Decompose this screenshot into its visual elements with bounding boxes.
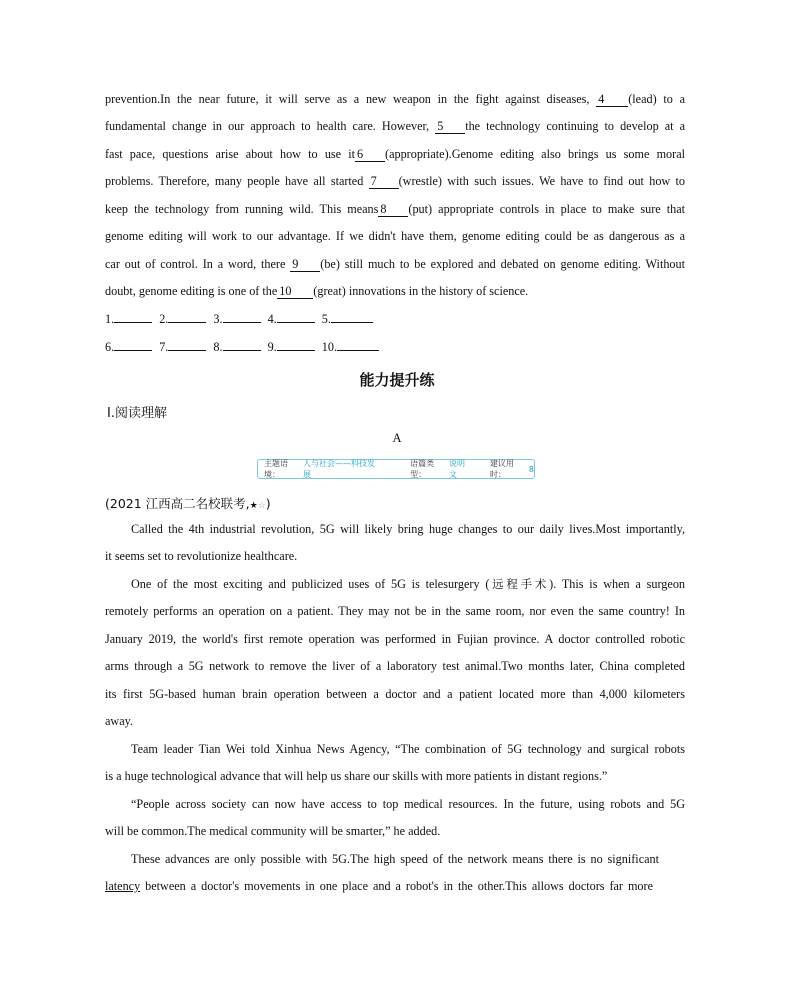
answer-blank[interactable] (114, 311, 152, 323)
star-icon: ★ (249, 501, 258, 511)
passage-line: it seems set to revolutionize healthcare. (105, 549, 298, 563)
star-outline-icon: ☆ (257, 501, 266, 511)
subsection-title: Ⅰ.阅读理解 (107, 406, 167, 421)
cloze-blank[interactable]: 10 (277, 285, 313, 299)
answer-blank[interactable] (114, 339, 152, 351)
cloze-blank[interactable]: 6 (355, 148, 385, 162)
passage-line: Team leader Tian Wei told Xinhua News Agency, “The combination of 5G technology and surgical robots (131, 742, 685, 756)
answer-blank[interactable] (277, 339, 315, 351)
passage-info-bar: 主题语境： 人与社会——科技发展 语篇类型： 说明文 建议用时： 8 (257, 459, 535, 479)
passage-line: One of the most exciting and publicized uses of 5G is telesurgery (远程手术). This is when a surgeon (131, 577, 686, 591)
question-source: (2021 江西高二名校联考,★☆) (105, 496, 271, 511)
section-title: 能力提升练 (359, 371, 435, 389)
passage-line: latency between a doctor's movements in one place and a robot's in the other.This allows doctors far more (105, 879, 653, 893)
answer-row: 6. 7. 8. 9. 10. (105, 339, 383, 355)
passage-line: January 2019, the world's first remote operation was performed in Fujian province. A doctor controlled robotic (105, 632, 685, 646)
cloze-line: problems. Therefore, many people have all started 7 (wrestle) with such issues. We have to find out how to (105, 174, 685, 188)
cloze-line: fast pace, questions arise about how to use it 6 (appropriate).Genome editing also brings us some moral (105, 147, 685, 161)
passage-line: “People across society can now have access to top medical resources. In the future, using robots and 5G (131, 797, 685, 811)
cloze-blank[interactable]: 4 (596, 93, 628, 107)
answer-blank[interactable] (331, 311, 373, 323)
cloze-blank[interactable]: 7 (369, 175, 399, 189)
passage-letter: A (392, 431, 402, 445)
passage-line: away. (105, 714, 133, 728)
passage-line: Called the 4th industrial revolution, 5G will likely bring huge changes to our daily lives.Most importantly, (131, 522, 685, 536)
cloze-blank[interactable]: 9 (290, 258, 320, 272)
cloze-line: doubt, genome editing is one of the 10 (great) innovations in the history of science. (105, 284, 529, 298)
passage-line: is a huge technological advance that will help us share our skills with more patients in distant regions.” (105, 769, 608, 783)
passage-line: arms through a 5G network to remove the liver of a laboratory test animal.Two months later, China completed (105, 659, 685, 673)
answer-row: 1. 2. 3. 4. 5. (105, 311, 377, 327)
answer-blank[interactable] (168, 311, 206, 323)
answer-blank[interactable] (337, 339, 379, 351)
cloze-line: prevention.In the near future, it will serve as a new weapon in the fight against diseases, 4 (lead) to a (105, 92, 685, 106)
cloze-line: fundamental change in our approach to health care. However, 5 the technology continuing to develop at a (105, 119, 685, 133)
passage-line: remotely performs an operation on a patient. They may not be in the same room, nor even the same country! In (105, 604, 685, 618)
passage-line: its first 5G-based human brain operation between a doctor and a patient located more than 4,000 kilometers (105, 687, 685, 701)
cloze-blank[interactable]: 8 (378, 203, 408, 217)
passage-line: will be common.The medical community will be smarter,” he added. (105, 824, 441, 838)
answer-blank[interactable] (277, 311, 315, 323)
answer-blank[interactable] (168, 339, 206, 351)
answer-blank[interactable] (223, 339, 261, 351)
answer-blank[interactable] (223, 311, 261, 323)
cloze-line: genome editing will work to our advantage. If we didn't have them, genome editing could be as dangerous as a (105, 229, 685, 243)
underlined-word: latency (105, 879, 141, 893)
cloze-blank[interactable]: 5 (435, 120, 465, 134)
cloze-line: keep the technology from running wild. This means 8 (put) appropriate controls in place to make sure that (105, 202, 686, 216)
cloze-line: car out of control. In a word, there 9 (be) still much to be explored and debated on genome editing. Without (105, 257, 685, 271)
passage-line: These advances are only possible with 5G.The high speed of the network means there is no significant (131, 852, 659, 866)
